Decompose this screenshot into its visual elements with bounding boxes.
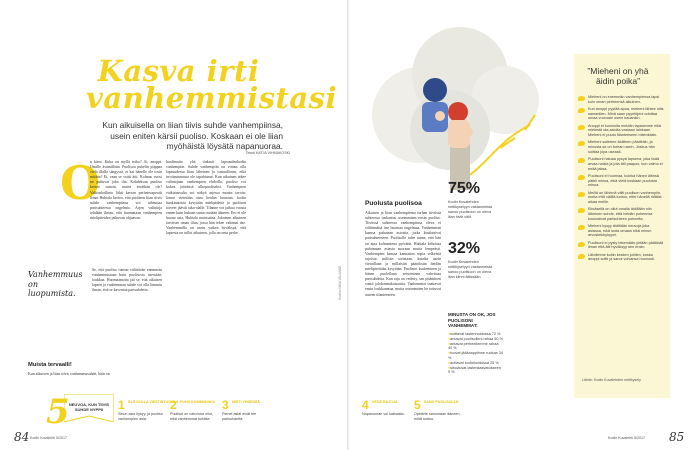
headline-line1: Kasva irti (97, 54, 260, 88)
speech-bubble-icon (578, 96, 585, 101)
stat-value-1: 75% (448, 180, 481, 197)
right-page-number: 85 (669, 430, 685, 444)
tips-badge-text: NEUVOA, KUN TIIVIS SUHDE NYPPII (68, 402, 110, 412)
sidebar-quote: Puolisoni ei huomaa, kuinka hänen äitinsä pätkii minua, eikä vielä koskaan puolusta minua. (578, 174, 664, 188)
tip-text-2: Puolisot on vahvinna ollut, eikä vanhemmat tulkitse. (170, 412, 213, 421)
tip-number-3: 3 (222, 398, 229, 412)
poll-item: ● soittavat lastenhoidossa 72 % (448, 332, 503, 337)
tip-title-1: ÄLÄ KULLA VIESTINTUOJAA (128, 400, 179, 404)
speech-bubble-icon (578, 175, 585, 180)
tip-text-1: Sinun asia kysyy, ja puoliso vanhempien asia. (118, 412, 163, 421)
speech-bubble-icon (578, 225, 585, 230)
tip-number-5: 5 (414, 398, 421, 412)
sidebar-quote: Meillä on lähinnä välit puolison vanhempiin, mutta että välillä tuntuu, ettei hänellä riittäisi aikaa meille. (578, 191, 664, 205)
article-column-1c: Kun aikuisen ja liian tiivis vanhemmasuhde, häin on (28, 372, 110, 376)
stat-text-1: Kodin Kuvalehden nettikyselyyn vastanneista sanoo puolisoon on oleva liian tiiviit välit. (448, 200, 493, 219)
sidebar-quote: Lähdimme kotiin kesken juhlien, koska anoppi soitti ja sanoi voivansa huonosti. (578, 253, 664, 262)
headline-line2: vanhemmistasi (86, 81, 338, 115)
speech-bubble-icon (578, 125, 585, 130)
tip-title-2: PUHU KOMMUNIKOI (180, 400, 216, 404)
poll-item: ● tuovat jääkaappiinne ruokaa 34 % (448, 351, 503, 361)
tip-text-3: Pienet asiat eivät tee parisuhdetta. (222, 412, 257, 421)
sidebar-quote: Mieheni kysyy äidiltään neuvoja joka asiassa, eikä luota omaan eikä minun arvostelukykyyni. (578, 224, 664, 238)
illustration (340, 20, 590, 190)
tips-big-number: 5 (46, 392, 70, 432)
poll-item: ● antavat perheellemme rahaa 40 % (448, 342, 503, 352)
sidebar-source: Lähde: Kodin Kuvalehden nettikysely (582, 378, 641, 382)
tip-number-4: 4 (362, 398, 369, 412)
subhead-puolusta: Puolusta puolisoa (365, 200, 422, 207)
sidebar-quote: Kun anoppi pyytää apua, mieheni lähtee oitis samantien. Minä saan pyyntöjeni odottaa omaa vuoroani usein kauankin. (578, 107, 664, 121)
speech-bubble-icon (578, 254, 585, 259)
sidebar-quote: Mieheni soittelee äidilleen päivittäin, ja minusta se on turhan usein. Joskus hän soittaa jopa useasti. (578, 140, 664, 154)
sidebar-quote: Puolisoni ei pysty tekemään yhtään päätöstä ilman että äiti hyväksyy sen ensin. (578, 241, 664, 250)
tip-title-4: VEDÄ RAJOJA (372, 400, 398, 404)
article-column-1b: Se, että puoliso tuntuu välittävän enemmän vanhemmistaan kuin puolisosta itsestään, loukkaa. Huomaamatta jää se, että aikuisen lapsen ja vanhemman suhde voi olla lämmin ilman, että se kaventaa parisuhdetta. (92, 268, 162, 293)
poll-title: MINUSTA ON OK, JOS PUOLISONI VANHEMMAT: (448, 312, 496, 329)
subhead-muista: Muista tervaalli! (28, 362, 72, 368)
tip-text-4: Napanuoran voi katkaista. (362, 412, 405, 416)
left-footer: Kodin Kuvalehti 5/2017 (30, 436, 67, 440)
poll-item: ● auttavat kodinhoidossa 25 % (448, 361, 503, 366)
tip-number-2: 2 (170, 398, 177, 412)
article-byline: Teksti KATJA VIHMAKOSKI (245, 151, 290, 155)
article-headline (86, 54, 338, 115)
tip-title-3: MIETI YHDESSÄ (232, 400, 260, 404)
left-page-number: 84 (14, 430, 30, 444)
tip-text-5: Opettele sanomaan ääneen, miltä tuntuu. (414, 412, 461, 421)
right-footer: Kodin Kuvalehti 5/2017 (608, 436, 645, 440)
article-column-2: huolimatta yhä tiukasti lapsuudenkodin vanhempiin. Suhde vanhempiin on voinut olla lapsuudessa liian läheinen ja vastuullinen, eikä irrottautumista ole tapahtunut. Kun aikuinen tekee valintojaan vanhempien ehdoilla, puoliso voi kokea jäävänsä ulkopuoliseksi. Vanhempien vaikutusvalta voi näkyä arjessa monin tavoin: lomat vietetään aina heidän luonaan, kodin hankinnoista kysytään mielipidettä ja puolison toiveet jäävät taka-alalle. Tilanne voi jatkua vuosia ennen kuin kukaan sanoo mitään ääneen. Ero ei ole huono asia, Huhtala muistuttaa. Jokainen aikuinen tarvitsee oman tilan, jossa hän tekee valinnat itse. Vanhemmilla on usein vaikea hyväksyä, että lapsesta on tullut aikuinen, jolla on oma perhe. (166, 160, 246, 236)
sidebar-quote: Mieheni on enemmän vanhempiensa lapsi kuin oman perheensä aikuinen. (578, 95, 664, 104)
poll-list (448, 332, 503, 375)
speech-bubble-icon (578, 141, 585, 146)
tip-title-5: SANO PUOLISOLLE (424, 400, 459, 404)
speech-bubble-icon (578, 158, 585, 163)
drop-cap: O (60, 156, 101, 210)
article-column-3: Aikuisen ja liian vanhempiensa turhan tiiviissä suhteessa tuskastuu useimmiten ensin puoliso. Tiiviissä suhteessa vanhempiinsa eleva ei välttämättä itse huomaa ongelmaa. Vanhemman kanssa puhutaan asioista, jotka kuuluisivat parisuhteeseen. Puolisolle tulee tunne, että hän on aina kolmantena pyöränä. Huhtala kehottaa puhumaan asiasta suoraan mutta lempeästi. Vanhempien kanssa kannattaa sopia selkeistä rajoista: milloin soitetaan, kuinka usein vieraillaan ja millaisiin päätöksiin heidän mielipiteitään kysytään. Puolison kuuleminen ja hänen puolellaan seisominen vahvistaa parisuhdetta. Kun raja on vedetty, sen pitäminen vaatii johdonmukaisuutta. Vanhemmat saattavat ensin loukkaantua, mutta useimmiten he tottuvat uuteen tilanteeseen. (365, 211, 441, 297)
stat-text-2: Kodin Kuvalehden nettikyselyyn vastanneista sanoo puolisoon on oleva liian kiinni äitissään. (448, 260, 493, 279)
speech-bubble-icon (578, 108, 585, 113)
stat-value-2: 32% (448, 240, 481, 257)
pull-quote: Vanhemmuus on luopumista. (28, 270, 83, 298)
speech-bubble-icon (578, 208, 585, 213)
poll-item: ● sitoutuvat lastenkasvatukseen 9 % (448, 366, 503, 376)
sidebar-quotes (578, 95, 664, 265)
poll-item: ● antavat puolisolleni rahaa 50 % (448, 337, 503, 342)
article-lead: Kun aikuisella on liian tiivis suhde vanhempiinsa, usein eniten kärsii puoliso. Koskaan ei ole liian myöhäistä löysätä napanuoraa. (102, 120, 283, 152)
sidebar-title: ”Mieheni on yhä äidin poika” (587, 66, 649, 86)
sidebar-quote: Puolisoni haluaa pysyä lapsena, joka lisää arvaa naisia ja jota äiti paapoo, kun vaimo ei enää jaksa. (578, 157, 664, 171)
article-column-1: n kärsi. Kuka on myllä toiko? Ai, anoppi. Omille ävämillään. Puolisoa puhelin piippaa vielä illalla sängyssä, ei kai hänelle ole tosin mitään? Ei, vaan se soitti äiti. Kolmas vuosi ne puhuvat joka ilta. Kahdeksan puoliso kertoo sanoin, mutta eiväthän ole? Valtionhallinto lähti kerran perheterapeutti Jonni Huhtala kertoo, että puolison liian tiivis suhde vanhempiinsa voi aiheuttaa parisuhteessa ongelmia. Arjen valintoja tehdään ilman, että huomataan vanhempien mielipiteiden jatkuvan ohjaavan. (90, 160, 162, 221)
tip-number-1: 1 (118, 398, 125, 412)
sidebar-quote: Eksäsellä on ollut omalla äidillään niin läheinen suhde, että heidän puheensa kuulostivat parisuhteen puheelta. (578, 207, 664, 221)
sidebar-quote: Anoppi ei kunnioita meidän lapsiamme eikä mielestä ota asioita vastaan lainkaan. Mieheni ei puutu tilanteeseen mitenkään. (578, 124, 664, 138)
speech-bubble-icon (578, 242, 585, 247)
speech-bubble-icon (578, 192, 585, 197)
vertical-credit: Kuvitus NINA VALANNE (338, 265, 342, 300)
